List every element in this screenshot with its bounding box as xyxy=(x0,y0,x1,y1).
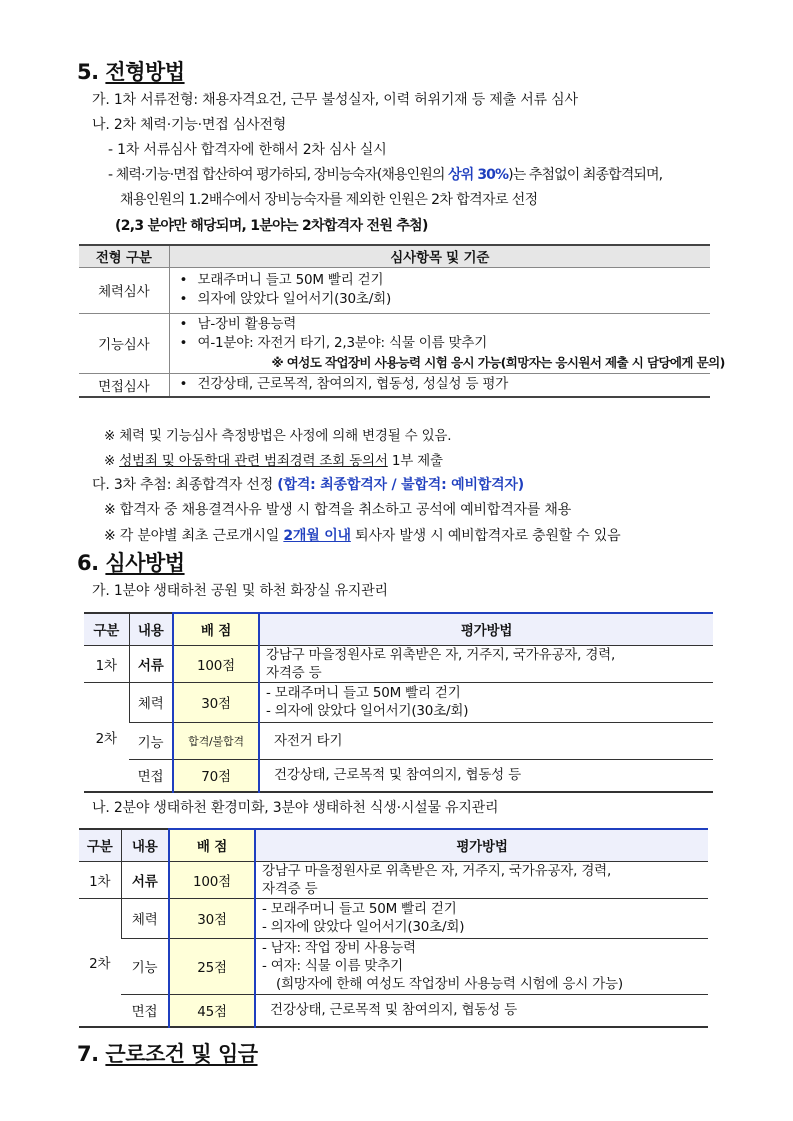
score-cell: 30점 xyxy=(173,682,259,722)
item-cell: 서류 xyxy=(129,645,173,682)
sec5-na-line2 xyxy=(108,164,662,184)
method-line: - 의자에 앉았다 일어서기(30초/회) xyxy=(266,703,469,719)
score-cell: 100점 xyxy=(173,645,259,682)
method-line: - 모래주머니 들고 50M 빨리 걷기 xyxy=(266,685,461,701)
section-6-heading xyxy=(77,547,185,577)
item-cell: 면접 xyxy=(121,994,169,1027)
column-header: 배 점 xyxy=(173,613,259,645)
row-content xyxy=(169,313,725,373)
method-line: (희망자에 한해 여성도 작업장비 사용능력 시험에 응시 가능) xyxy=(276,976,623,992)
method-line: 강남구 마을정원사로 위촉받은 자, 거주지, 국가유공자, 경력, xyxy=(262,862,612,879)
section-number: 5. xyxy=(77,60,99,84)
score-cell: 30점 xyxy=(169,898,255,938)
method-cell xyxy=(259,645,713,682)
score-cell: 100점 xyxy=(169,861,255,898)
table-row xyxy=(84,759,713,792)
item-cell: 서류 xyxy=(121,861,169,898)
sec5-note1: ※ 체력 및 기능심사 측정방법은 사정에 의해 변경될 수 있음. xyxy=(104,428,452,444)
method-line: - 모래주머니 들고 50M 빨리 걷기 xyxy=(262,901,457,917)
method-cell: 건강상태, 근로목적 및 참여의지, 협동성 등 xyxy=(255,994,708,1027)
list-item: • 건강상태, 근로목적, 참여의지, 협동성, 성실성 등 평가 xyxy=(176,375,705,394)
sec5-note3: ※ 합격자 중 채용결격사유 발생 시 합격을 취소하고 공석에 예비합격자를 채용 xyxy=(104,502,572,518)
sec5-note4 xyxy=(104,525,620,545)
item-cell: 기능 xyxy=(121,938,169,994)
column-header: 배 점 xyxy=(169,829,255,861)
sec6-item-ga: 가. 1분야 생태하천 공원 및 하천 화장실 유지관리 xyxy=(92,583,388,599)
section-title: 심사방법 xyxy=(105,551,185,575)
sec5-item-ga: 가. 1차 서류전형: 채용자격요건, 근무 불성실자, 이력 허위기재 등 제출 서류 심사 xyxy=(92,92,578,108)
text-part: ※ xyxy=(104,453,120,469)
list-item: • 모래주머니 들고 50M 빨리 걷기 xyxy=(176,271,705,290)
column-header: 구분 xyxy=(79,829,121,861)
method-cell xyxy=(255,861,708,898)
table-row xyxy=(84,722,713,759)
column-header: 평가방법 xyxy=(259,613,713,645)
table-row xyxy=(79,861,708,898)
item-cell: 체력 xyxy=(121,898,169,938)
highlight-top30: 상위 30% xyxy=(448,167,509,183)
sec5-note2 xyxy=(104,449,443,469)
score-table-field1 xyxy=(84,612,713,793)
table-row xyxy=(79,898,708,938)
column-header: 내용 xyxy=(121,829,169,861)
method-line: 강남구 마을정원사로 위촉받은 자, 거주지, 국가유공자, 경력, xyxy=(266,646,616,663)
stage-cell: 2차 xyxy=(84,682,129,792)
row-label: 기능심사 xyxy=(79,313,169,373)
draw-result-note: (합격: 최종합격자 / 불합격: 예비합격자) xyxy=(277,477,524,493)
highlight-2months: 2개월 이내 xyxy=(283,528,351,544)
method-line: - 남자: 작업 장비 사용능력 xyxy=(262,940,416,956)
section-5-heading xyxy=(77,56,185,86)
sec5-item-da xyxy=(92,474,524,494)
score-table-field2-3 xyxy=(79,828,708,1028)
sec5-na-line1: - 1차 서류심사 합격자에 한해서 2차 심사 실시 xyxy=(108,142,387,158)
table-row xyxy=(79,994,708,1027)
list-item: • 남-장비 활용능력 xyxy=(176,315,705,334)
table-row xyxy=(79,267,710,313)
text-part: 퇴사자 발생 시 예비합격자로 충원할 수 있음 xyxy=(350,528,621,544)
row-note: ※ 여성도 작업장비 사용능력 시험 응시 가능(희망자는 응시원서 제출 시 담당에게 문의) xyxy=(271,354,725,370)
row-content xyxy=(169,373,710,397)
stage-cell: 1차 xyxy=(79,861,121,898)
method-line: 자격증 등 xyxy=(262,880,318,897)
column-header: 심사항목 및 기준 xyxy=(169,245,710,267)
sec6-item-na: 나. 2분야 생태하천 환경미화, 3분야 생태하천 식생·시설물 유지관리 xyxy=(92,800,499,816)
score-cell: 70점 xyxy=(173,759,259,792)
table-header-row xyxy=(79,245,710,267)
text-part: 1부 제출 xyxy=(387,453,443,469)
table-header-row xyxy=(79,829,708,861)
table-header-row xyxy=(84,613,713,645)
table-row xyxy=(79,938,708,994)
item-cell: 면접 xyxy=(129,759,173,792)
sec5-item-na: 나. 2차 체력·기능·면접 심사전형 xyxy=(92,117,287,133)
stage-cell: 2차 xyxy=(79,898,121,1027)
column-header: 평가방법 xyxy=(255,829,708,861)
section-number: 6. xyxy=(77,551,99,575)
column-header: 내용 xyxy=(129,613,173,645)
table-row xyxy=(79,373,710,397)
score-cell: 25점 xyxy=(169,938,255,994)
text-part: - 체력·기능·면접 합산하여 평가하되, 장비능숙자(채용인원의 xyxy=(108,167,449,183)
score-cell: 45점 xyxy=(169,994,255,1027)
method-line: - 의자에 앉았다 일어서기(30초/회) xyxy=(262,919,465,935)
screening-criteria-table xyxy=(79,244,725,398)
text-part: ※ 각 분야별 최초 근로개시일 xyxy=(104,528,284,544)
section-title: 전형방법 xyxy=(105,60,185,84)
column-header: 전형 구분 xyxy=(79,245,169,267)
text-part: )는 추첨없이 최종합격되며, xyxy=(508,167,663,183)
method-cell: 건강상태, 근로목적 및 참여의지, 협동성 등 xyxy=(259,759,713,792)
table-row xyxy=(79,313,710,373)
row-label: 면접심사 xyxy=(79,373,169,397)
method-cell xyxy=(255,938,708,994)
method-cell: 자전거 타기 xyxy=(259,722,713,759)
column-header: 구분 xyxy=(84,613,129,645)
row-content xyxy=(169,267,710,313)
item-cell: 기능 xyxy=(129,722,173,759)
method-cell xyxy=(259,682,713,722)
score-cell: 합격/불합격 xyxy=(173,722,259,759)
sec5-na-line4: (2,3 분야만 해당되며, 1분야는 2차합격자 전원 추첨) xyxy=(115,218,428,234)
method-line: 자격증 등 xyxy=(266,664,322,681)
row-label: 체력심사 xyxy=(79,267,169,313)
section-title: 근로조건 및 임금 xyxy=(105,1042,258,1066)
consent-form-name: 성범죄 및 아동학대 관련 범죄경력 조회 동의서 xyxy=(119,453,388,469)
table-row xyxy=(84,645,713,682)
stage-cell: 1차 xyxy=(84,645,129,682)
method-cell xyxy=(255,898,708,938)
sec5-na-line3: 채용인원의 1.2배수에서 장비능숙자를 제외한 인원은 2차 합격자로 선정 xyxy=(120,192,538,208)
section-7-heading xyxy=(77,1038,258,1068)
item-cell: 체력 xyxy=(129,682,173,722)
method-line: - 여자: 식물 이름 맞추기 xyxy=(262,958,403,974)
table-row xyxy=(84,682,713,722)
text-part: 다. 3차 추첨: 최종합격자 선정 xyxy=(92,477,278,493)
list-item: • 의자에 앉았다 일어서기(30초/회) xyxy=(176,290,705,309)
list-item: • 여-1분야: 자전거 타기, 2,3분야: 식물 이름 맞추기 xyxy=(176,334,705,353)
section-number: 7. xyxy=(77,1042,99,1066)
